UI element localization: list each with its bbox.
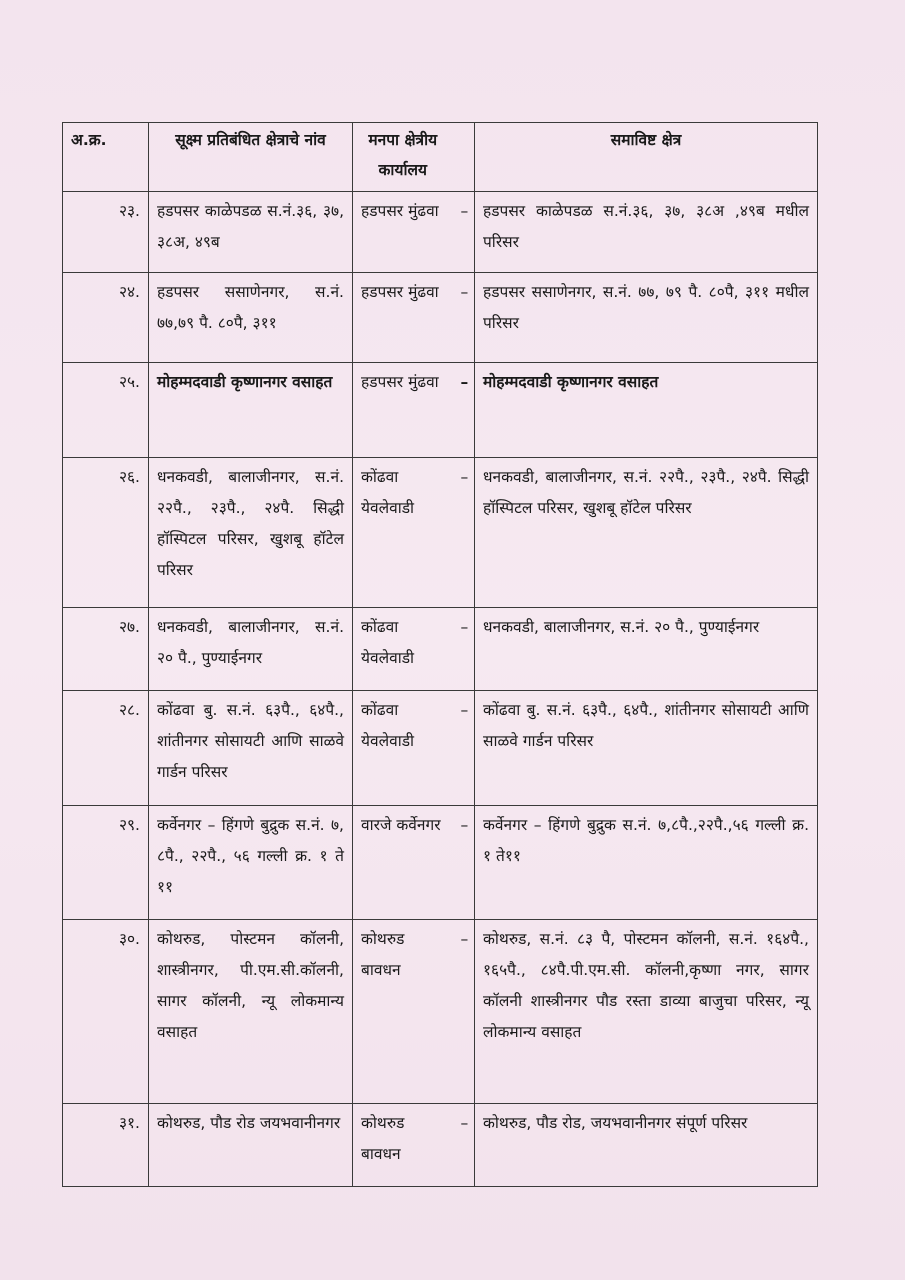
table-row xyxy=(63,608,818,691)
row-office: वारजे कर्वेनगर xyxy=(353,806,453,920)
table-row xyxy=(63,691,818,806)
table-row xyxy=(63,273,818,363)
row-dash: – xyxy=(453,1104,475,1187)
header-spacer xyxy=(453,123,475,192)
row-zone-name: कोथरुड, पोस्टमन कॉलनी, शास्त्रीनगर, पी.एम.सी.कॉलनी, सागर कॉलनी, न्यू लोकमान्य वसाहत xyxy=(149,920,353,1104)
row-area: धनकवडी, बालाजीनगर, स.नं. २० पै., पुण्याईनगर xyxy=(475,608,818,691)
row-serial: २७. xyxy=(63,608,149,691)
row-office: कोंढवा येवलेवाडी xyxy=(353,458,453,608)
row-zone-name: धनकवडी, बालाजीनगर, स.नं. २० पै., पुण्याईनगर xyxy=(149,608,353,691)
row-dash: – xyxy=(453,192,475,273)
containment-zone-table xyxy=(62,122,818,1187)
row-area: हडपसर ससाणेनगर, स.नं. ७७, ७९ पै. ८०पै, ३११ मधील परिसर xyxy=(475,273,818,363)
row-zone-name: हडपसर ससाणेनगर, स.नं. ७७,७९ पै. ८०पै, ३११ xyxy=(149,273,353,363)
row-zone-name: कोंढवा बु. स.नं. ६३पै., ६४पै., शांतीनगर सोसायटी आणि साळवे गार्डन परिसर xyxy=(149,691,353,806)
row-area: मोहम्मदवाडी कृष्णानगर वसाहत xyxy=(475,363,818,458)
row-area: कोथरुड, पौड रोड, जयभवानीनगर संपूर्ण परिसर xyxy=(475,1104,818,1187)
row-zone-name: कर्वेनगर – हिंगणे बुद्रुक स.नं. ७, ८पै., २२पै., ५६ गल्ली क्र. १ ते ११ xyxy=(149,806,353,920)
row-area: धनकवडी, बालाजीनगर, स.नं. २२पै., २३पै., २४पै. सिद्धी हॉस्पिटल परिसर, खुशबू हॉटेल परिसर xyxy=(475,458,818,608)
table-row xyxy=(63,363,818,458)
header-serial: अ.क्र. xyxy=(63,123,149,192)
row-office: कोंढवा येवलेवाडी xyxy=(353,691,453,806)
row-office: हडपसर मुंढवा xyxy=(353,192,453,273)
table-row xyxy=(63,1104,818,1187)
row-dash: – xyxy=(453,691,475,806)
row-area: कोथरुड, स.नं. ८३ पै, पोस्टमन कॉलनी, स.नं. १६४पै., १६५पै., ८४पै.पी.एम.सी. कॉलनी,कृष्णा नगर, सागर कॉलनी शास्त्रीनगर पौड रस्ता डाव्या बाजुचा परिसर, न्यू लोकमान्य वसाहत xyxy=(475,920,818,1104)
row-area: कर्वेनगर – हिंगणे बुद्रुक स.नं. ७,८पै.,२२पै.,५६ गल्ली क्र. १ ते११ xyxy=(475,806,818,920)
row-dash: – xyxy=(453,608,475,691)
row-serial: ३०. xyxy=(63,920,149,1104)
row-serial: २६. xyxy=(63,458,149,608)
row-area: कोंढवा बु. स.नं. ६३पै., ६४पै., शांतीनगर सोसायटी आणि साळवे गार्डन परिसर xyxy=(475,691,818,806)
row-dash: – xyxy=(453,363,475,458)
row-dash: – xyxy=(453,458,475,608)
table-row xyxy=(63,806,818,920)
row-dash: – xyxy=(453,273,475,363)
row-serial: ३१. xyxy=(63,1104,149,1187)
row-zone-name: हडपसर काळेपडळ स.नं.३६, ३७, ३८अ, ४९ब xyxy=(149,192,353,273)
row-office: हडपसर मुंढवा xyxy=(353,273,453,363)
row-zone-name: कोथरुड, पौड रोड जयभवानीनगर xyxy=(149,1104,353,1187)
row-serial: २४. xyxy=(63,273,149,363)
row-serial: २९. xyxy=(63,806,149,920)
table-row xyxy=(63,192,818,273)
header-area: समाविष्ट क्षेत्र xyxy=(475,123,818,192)
row-zone-name: मोहम्मदवाडी कृष्णानगर वसाहत xyxy=(149,363,353,458)
table-row xyxy=(63,458,818,608)
row-office: कोंढवा येवलेवाडी xyxy=(353,608,453,691)
row-serial: २३. xyxy=(63,192,149,273)
row-area: हडपसर काळेपडळ स.नं.३६, ३७, ३८अ ,४९ब मधील परिसर xyxy=(475,192,818,273)
table-row xyxy=(63,920,818,1104)
header-office: मनपा क्षेत्रीय कार्यालय xyxy=(353,123,453,192)
row-office: हडपसर मुंढवा xyxy=(353,363,453,458)
row-dash: – xyxy=(453,920,475,1104)
row-office: कोथरुड बावधन xyxy=(353,920,453,1104)
header-name: सूक्ष्म प्रतिबंधित क्षेत्राचे नांव xyxy=(149,123,353,192)
row-office: कोथरुड बावधन xyxy=(353,1104,453,1187)
row-dash: – xyxy=(453,806,475,920)
row-zone-name: धनकवडी, बालाजीनगर, स.नं. २२पै., २३पै., २४पै. सिद्धी हॉस्पिटल परिसर, खुशबू हॉटेल परिसर xyxy=(149,458,353,608)
row-serial: २५. xyxy=(63,363,149,458)
table-header-row xyxy=(63,123,818,192)
row-serial: २८. xyxy=(63,691,149,806)
